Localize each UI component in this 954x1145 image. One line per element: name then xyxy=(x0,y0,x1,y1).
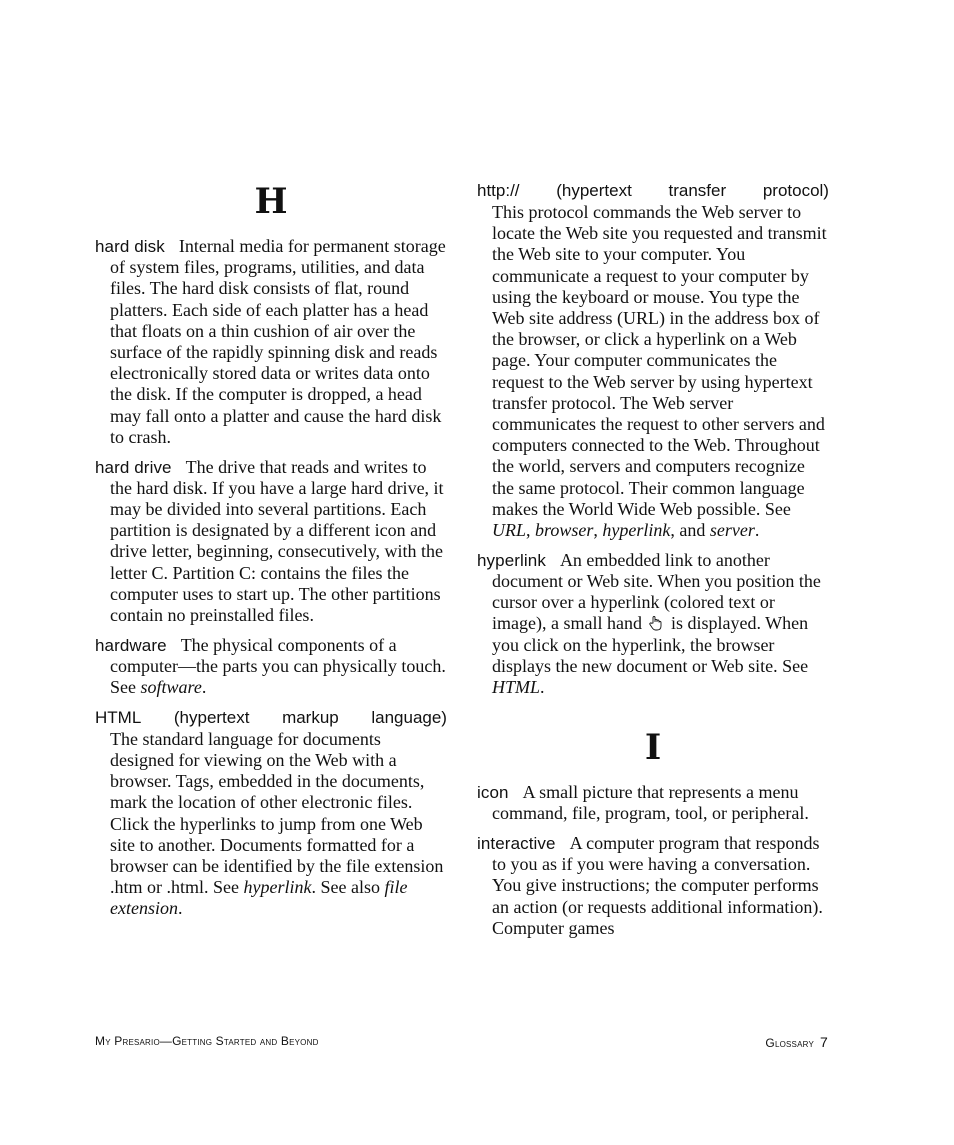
term-hard-disk: hard disk xyxy=(95,237,165,256)
section-letter-h: H xyxy=(254,181,288,222)
def-hyperlink-b: is displayed. When you click on the hyperlink, the browser displays the new document or Web site. See xyxy=(492,613,809,676)
entry-icon xyxy=(477,782,829,824)
term-http xyxy=(477,180,829,202)
term-word: protocol) xyxy=(762,181,829,200)
footer-page-info xyxy=(765,1034,828,1050)
see-file-extension: file extension xyxy=(110,877,408,919)
def-icon: A small picture that represents a menu command, file, program, tool, or peripheral. xyxy=(492,782,809,824)
term-html xyxy=(95,707,447,729)
def-hyperlink-a: An embedded link to another document or Web site. When you position the cursor over a hyperlink (colored text or image), a small hand xyxy=(492,549,821,634)
see-software: software xyxy=(140,677,202,698)
footer-section: Glossary xyxy=(765,1036,814,1050)
hand-pointer-icon xyxy=(648,615,664,631)
see-server: server xyxy=(709,520,755,541)
entry-hard-drive xyxy=(95,457,447,627)
page-number: 7 xyxy=(820,1034,828,1050)
see-hyperlink: hyperlink xyxy=(602,520,671,541)
see-url: URL xyxy=(492,520,527,541)
def-sep: , xyxy=(593,520,603,541)
see-browser: browser xyxy=(535,520,594,541)
def-hardware: The physical components of a computer—the parts you can physically touch. See xyxy=(110,634,446,698)
term-word: http:// xyxy=(477,181,520,200)
term-word: markup xyxy=(282,707,339,727)
term-interactive: interactive xyxy=(477,834,556,854)
term-word: (hypertext xyxy=(556,181,632,200)
def-interactive: A computer program that responds to you as if you were having a conversation. You give instructions; the computer performs an action (or requests additional information). Computer games xyxy=(492,833,823,938)
see-html: HTML xyxy=(492,676,541,697)
def-end: . xyxy=(754,520,760,541)
term-icon: icon xyxy=(477,783,509,803)
def-end: . xyxy=(177,898,183,919)
def-end: . xyxy=(540,676,545,697)
left-column xyxy=(95,180,447,928)
see-hyperlink: hyperlink xyxy=(243,877,312,898)
entry-interactive xyxy=(477,833,829,939)
entry-hyperlink xyxy=(477,550,829,698)
term-word: language) xyxy=(371,707,447,727)
entry-hardware xyxy=(95,635,447,699)
def-hard-disk: Internal media for permanent storage of system files, programs, utilities, and data files. The hard disk consists of flat, round platters. Each side of each platter has a head that floats on a thin cushion of air over the surface of the rapidly spinning disk and reads electronically stored data or writes data onto the disk. If the computer is dropped, a head may fall onto a platter and cause the hard disk to crash. xyxy=(110,236,446,447)
def-html: The standard language for documents designed for viewing on the Web with a browser. Tags, embedded in the documents, mark the location of other electronic files. Click the hyperlinks to jump from one Web site to another. Documents formatted for a browser can be identified by the file extension .htm or .html. See xyxy=(110,728,444,898)
term-word: transfer xyxy=(668,181,727,200)
def-http: This protocol commands the Web server to locate the Web site you requested and transmit the Web site to your computer. You communicate a request to your computer by using the keyboard or mouse. You type the Web site address (URL) in the address box of the browser, or click a hyperlink on a Web page. Your computer communicates the request to the Web server by using hypertext transfer protocol. The Web server communicates the request to other servers and computers connected to the Web. Throughout the world, servers and computers recognize the same protocol. Their common language makes the World Wide Web possible. See xyxy=(492,202,827,519)
term-word: (hypertext xyxy=(173,707,250,727)
def-end: . xyxy=(201,677,207,698)
entry-html xyxy=(95,707,447,920)
right-column xyxy=(477,180,829,948)
def-hard-drive: The drive that reads and writes to the hard disk. If you have a large hard drive, it may be divided into several partitions. Each partition is designated by a different icon and drive letter, beginning, consecutively, with the letter C. Partition C: contains the files the computer uses to start up. The other partitions contain no preinstalled files. xyxy=(110,456,444,625)
term-hard-drive: hard drive xyxy=(95,457,172,477)
def-mid: . See also xyxy=(311,877,385,898)
section-letter-i: I xyxy=(644,727,662,769)
entry-http xyxy=(477,180,829,541)
term-hyperlink: hyperlink xyxy=(477,550,546,570)
term-word: HTML xyxy=(95,707,142,727)
entry-hard-disk xyxy=(95,236,447,448)
def-sep: , and xyxy=(670,520,710,541)
def-sep: , xyxy=(526,520,536,541)
footer-book-title: My Presario—Getting Started and Beyond xyxy=(95,1034,319,1048)
term-hardware: hardware xyxy=(95,635,167,655)
